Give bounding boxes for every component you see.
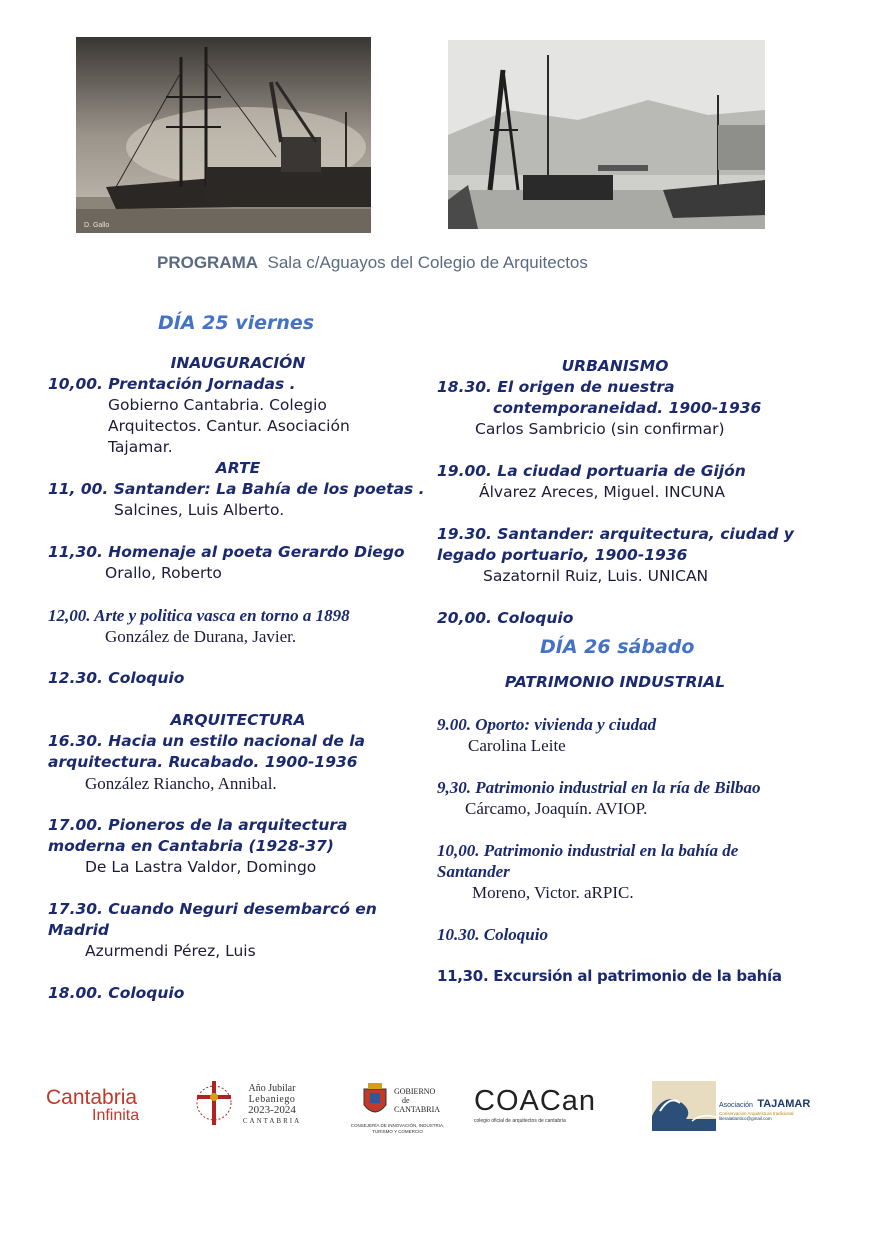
item-coloquio-1030: 10.30. Coloquio bbox=[437, 925, 548, 944]
item-bahia-poetas-title: 11, 00. Santander: La Bahía de los poetas . bbox=[48, 480, 425, 498]
item-arte-politica-speaker: González de Durana, Javier. bbox=[105, 627, 297, 646]
sponsor-logos bbox=[0, 1075, 874, 1145]
photo-port-crane bbox=[448, 40, 765, 229]
great-wave-icon bbox=[652, 1081, 716, 1131]
tajamar-line-1: Asociación bbox=[719, 1102, 753, 1109]
item-origen-speaker: Carlos Sambricio (sin confirmar) bbox=[475, 420, 725, 438]
item-origen-title-a: 18.30. El origen de nuestra bbox=[437, 378, 675, 396]
day-25-title: DÍA 25 viernes bbox=[158, 312, 315, 334]
logo-ano-jubilar bbox=[192, 1077, 307, 1133]
item-pioneros-speaker: De La Lastra Valdor, Domingo bbox=[85, 858, 317, 876]
program-label: PROGRAMA bbox=[157, 253, 259, 272]
logo-gobierno-cantabria bbox=[340, 1079, 455, 1139]
section-arte: ARTE bbox=[215, 459, 261, 477]
logo-infinita-text: Infinita bbox=[92, 1107, 140, 1124]
tajamar-line-4: literalatlantico@gmail.com bbox=[719, 1115, 772, 1121]
photo-harbor-ship bbox=[76, 37, 371, 233]
jubilar-cross-icon bbox=[192, 1077, 236, 1129]
gob-line-3: CANTABRIA bbox=[394, 1105, 441, 1114]
coacan-text: COACan bbox=[474, 1085, 597, 1117]
item-pioneros-title: 17.00. Pioneros de la arquitectura moderna en Cantabria (1928-37) bbox=[48, 816, 348, 855]
item-coloquio-1230: 12.30. Coloquio bbox=[48, 669, 185, 687]
item-presentation-speaker-line: Gobierno Cantabria. Colegio bbox=[108, 396, 327, 414]
gob-line-2: de bbox=[402, 1096, 410, 1105]
item-bahia-poetas-speaker: Salcines, Luis Alberto. bbox=[114, 501, 285, 519]
item-santander-bahia-speaker: Moreno, Victor. aRPIC. bbox=[472, 883, 634, 902]
section-urbanismo: URBANISMO bbox=[561, 357, 669, 375]
item-presentation-title: 10,00. Prentación Jornadas . bbox=[48, 375, 296, 393]
item-gerardo-diego-title: 11,30. Homenaje al poeta Gerardo Diego bbox=[48, 543, 405, 561]
tajamar-line-3: Conservación Arquitectura tradicional bbox=[719, 1111, 794, 1116]
logo-coacan bbox=[474, 1087, 596, 1124]
item-coloquio-2000: 20,00. Coloquio bbox=[437, 609, 574, 627]
section-patrimonio-industrial: PATRIMONIO INDUSTRIAL bbox=[504, 673, 726, 691]
jubilar-line-1: Año Jubilar bbox=[248, 1083, 296, 1094]
item-arte-politica-title: 12,00. Arte y politica vasca en torno a 1898 bbox=[48, 606, 350, 625]
port-crane-illustration bbox=[448, 40, 765, 229]
jubilar-line-4: CANTABRIA bbox=[242, 1117, 302, 1125]
gob-line-1: GOBIERNO bbox=[394, 1087, 436, 1096]
program-venue: Sala c/Aguayos del Colegio de Arquitectos bbox=[267, 253, 588, 272]
item-origen-title-b: contemporaneidad. 1900-1936 bbox=[493, 399, 762, 417]
item-gerardo-diego-speaker: Orallo, Roberto bbox=[105, 564, 222, 582]
item-santander-bahia-title: 10,00. Patrimonio industrial en la bahía de Santander bbox=[437, 841, 739, 881]
logo-asociacion-tajamar bbox=[652, 1081, 824, 1133]
item-santander-arq-title: 19.30. Santander: arquitectura, ciudad y legado portuario, 1900-1936 bbox=[437, 525, 794, 564]
coat-of-arms-icon bbox=[358, 1081, 392, 1121]
photo-caption: D. Gallo bbox=[84, 222, 110, 229]
item-bilbao-title: 9,30. Patrimonio industrial en la ría de Bilbao bbox=[437, 778, 761, 797]
item-neguri-speaker: Azurmendi Pérez, Luis bbox=[85, 942, 256, 960]
item-santander-arq-speaker: Sazatornil Ruiz, Luis. UNICAN bbox=[483, 567, 709, 585]
jubilar-line-3: 2023-2024 bbox=[248, 1104, 296, 1116]
harbor-ship-illustration bbox=[76, 37, 371, 233]
day-26-title: DÍA 26 sábado bbox=[540, 636, 695, 658]
item-coloquio-1800: 18.00. Coloquio bbox=[48, 984, 185, 1002]
item-excursion: 11,30. Excursión al patrimonio de la bahía bbox=[437, 967, 782, 985]
item-oporto-title: 9.00. Oporto: vivienda y ciudad bbox=[437, 715, 657, 734]
gob-line-4: CONSEJERÍA DE INNOVACIÓN, INDUSTRIA, bbox=[350, 1123, 445, 1128]
section-inauguracion: INAUGURACIÓN bbox=[170, 354, 306, 372]
schedule-day-25 bbox=[48, 313, 428, 1004]
section-arquitectura: ARQUITECTURA bbox=[170, 711, 306, 729]
schedule-right-column bbox=[437, 356, 827, 987]
coacan-subtitle: colegio oficial de arquitectos de cantabria bbox=[474, 1118, 566, 1124]
tajamar-line-2: TAJAMAR bbox=[757, 1098, 811, 1110]
item-estilo-nacional-speaker: González Riancho, Annibal. bbox=[85, 774, 277, 793]
item-gijon-title: 19.00. La ciudad portuaria de Gijón bbox=[437, 462, 746, 480]
item-oporto-speaker: Carolina Leite bbox=[468, 736, 566, 755]
logo-cantabria-infinita bbox=[46, 1087, 139, 1124]
program-heading bbox=[157, 253, 588, 273]
logo-cantabria-text: Cantabria bbox=[46, 1086, 138, 1109]
item-estilo-nacional-title: 16.30. Hacia un estilo nacional de la arquitectura. Rucabado. 1900-1936 bbox=[48, 732, 366, 771]
item-neguri-title: 17.30. Cuando Neguri desembarcó en Madrid bbox=[48, 900, 377, 939]
item-presentation-speaker-line: Arquitectos. Cantur. Asociación bbox=[108, 417, 350, 435]
item-bilbao-speaker: Cárcamo, Joaquín. AVIOP. bbox=[465, 799, 648, 818]
jubilar-line-2: Lebaniego bbox=[248, 1094, 296, 1105]
item-presentation-speaker-line: Tajamar. bbox=[108, 438, 173, 456]
item-gijon-speaker: Álvarez Areces, Miguel. INCUNA bbox=[479, 483, 725, 501]
gob-line-5: TURISMO Y COMERCIO bbox=[372, 1129, 423, 1134]
